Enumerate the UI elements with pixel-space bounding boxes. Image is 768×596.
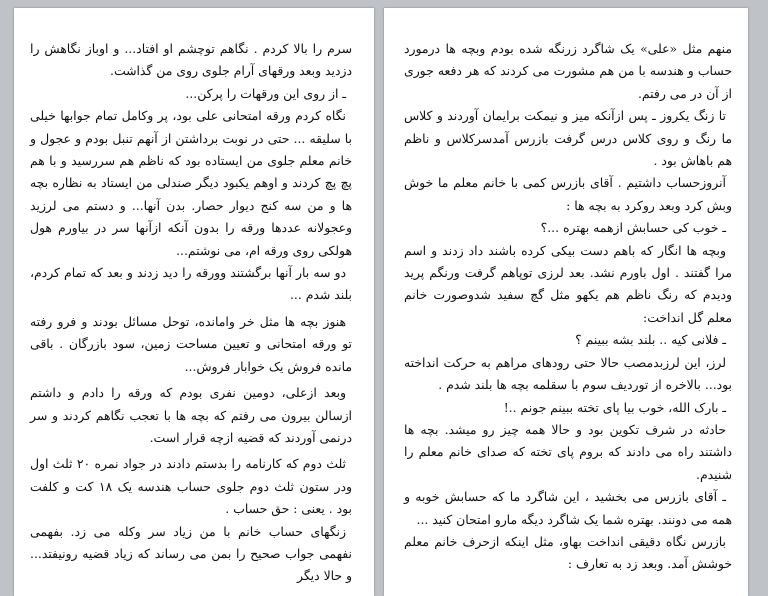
left-paragraph-1: سرم را بالا کردم . نگاهم توچشم او افتاد... و اوباز نگاهش را دزدید وبعد ورقهای آرام جلوی روی من گذاشت.: [30, 41, 352, 79]
right-paragraph-4: ـ خوب کی حسابش ازهمه بهتره ...؟: [540, 220, 726, 236]
left-paragraph-7: ثلث دوم که کارنامه را بدستم دادند در جواد نمره ۲۰ ثلث اول ودر ستون ثلث دوم جلوی حساب هندسه یک ۱۸ کت و کلفت بود . یعنی : حق حساب .: [30, 456, 352, 517]
right-paragraph-7: لرز، این لرزبدمصب حالا حتی رودهای مراهم به حرکت انداخته بود... بالاخره از توردیف سوم با سقلمه بچه ها بلند شدم .: [404, 354, 732, 393]
right-paragraph-2: تا زنگ یکروز ـ پس ازآنکه میز و نیمکت برایمان آوردند و کلاس ما رنگ و روی کلاس درس گرفت بازرس آمدسرکلاس و ناظم هم باهاش بود .: [404, 108, 732, 169]
right-page: [384, 8, 748, 596]
right-paragraph-9: حادثه در شرف تکوین بود و حالا همه چیز رو میشد. بچه ها داشتند راه می دادند که بروم پای تخته که صدای خانم معلم را شنیدم.: [404, 421, 732, 482]
right-page-text: [404, 38, 732, 576]
left-paragraph-8: زنگهای حساب خانم با من زیاد سر وکله می زد. بفهمی نفهمی جواب صحیح را بمن می رساند که زیاد قضیه رونیفتد... و حالا دیگر: [30, 523, 352, 584]
right-paragraph-1: منهم مثل «علی» یک شاگرد زرنگه شده بودم وبچه ها درمورد حساب و هندسه با من هم مشورت می کردند که هر دفعه جوری از آن در می رفتم.: [404, 41, 732, 101]
left-page-text: [30, 38, 352, 588]
left-paragraph-5: هنوز بچه ها مثل خر وامانده، توحل مسائل بودند و فرو رفته تو ورقه امتحانی و تعیین مساحت زمین، سود بازرگان . باقی مانده فروش یک خوابار فروش...: [30, 313, 352, 374]
left-paragraph-4: دو سه بار آنها برگشتند وورقه را دید زدند و بعد که تمام کردم، بلند شدم ...: [30, 265, 352, 303]
left-paragraph-3: نگاه کردم ورقه امتحانی علی بود، پر وکامل تمام جوابها خیلی با سلیقه ... حتی در نوبت برداشتن از آنهم تنبل بودم و عجول و خانم معلم جلوی من ایستاده بود که ناظم هم سررسید و با هم پچ پچ کردند و اوهم یکبود دیگر صندلی من ایستاد به نظاره بچه ها و من سه کنج دیوار حصار. بدن آنها... و دستم می لرزید وعجولانه عددها ورقه را بدون آنکه ازآنها سر در بیاورم هول هولکی روی ورقه ام، می نوشتم...: [30, 108, 352, 258]
right-paragraph-8: ـ بارک الله، خوب بیا پای تخته ببینم جونم ..!: [503, 399, 726, 415]
left-page: [14, 8, 374, 596]
right-paragraph-10: ـ آقای بازرس می بخشید ، این شاگرد ما که حسابش خوبه و همه می دونند. بهتره شما یک شاگرد دیگه مارو امتحان کنید ...: [404, 489, 732, 527]
right-paragraph-6: ـ فلانی کیه .. بلند بشه ببینم ؟: [575, 332, 726, 348]
left-paragraph-2: ـ از روی این ورقهات را پرکن...: [185, 85, 346, 101]
right-paragraph-11: بازرس نگاه دقیقی انداخت بهاو، مثل اینکه ازحرف خانم معلم خوشش آمد. وبعد زد به تعارف :: [404, 533, 732, 572]
right-paragraph-5: وبچه ها انگار که باهم دست بیکی کرده باشند داد زدند و اسم مرا گفتند . اول باورم نشد. بعد لرزی توپاهم گرفت ورنگم پرید ودیدم که رنگ ناظم هم یکهو مثل گچ سفید شدوصورت خانم معلم گل انداخت:: [404, 242, 732, 325]
left-paragraph-6: وبعد ازعلی، دومین نفری بودم که ورقه را دادم و داشتم ازسالن بیرون می رفتم که بچه ها با تعجب نگاهم کردند و سر درنمی آوردند که قضیه ازچه قرار است.: [30, 385, 352, 445]
right-paragraph-3: آنروزحساب داشتیم . آقای بازرس کمی با خانم معلم ما خوش وبش کرد وبعد روکرد به بچه ها :: [404, 175, 732, 213]
